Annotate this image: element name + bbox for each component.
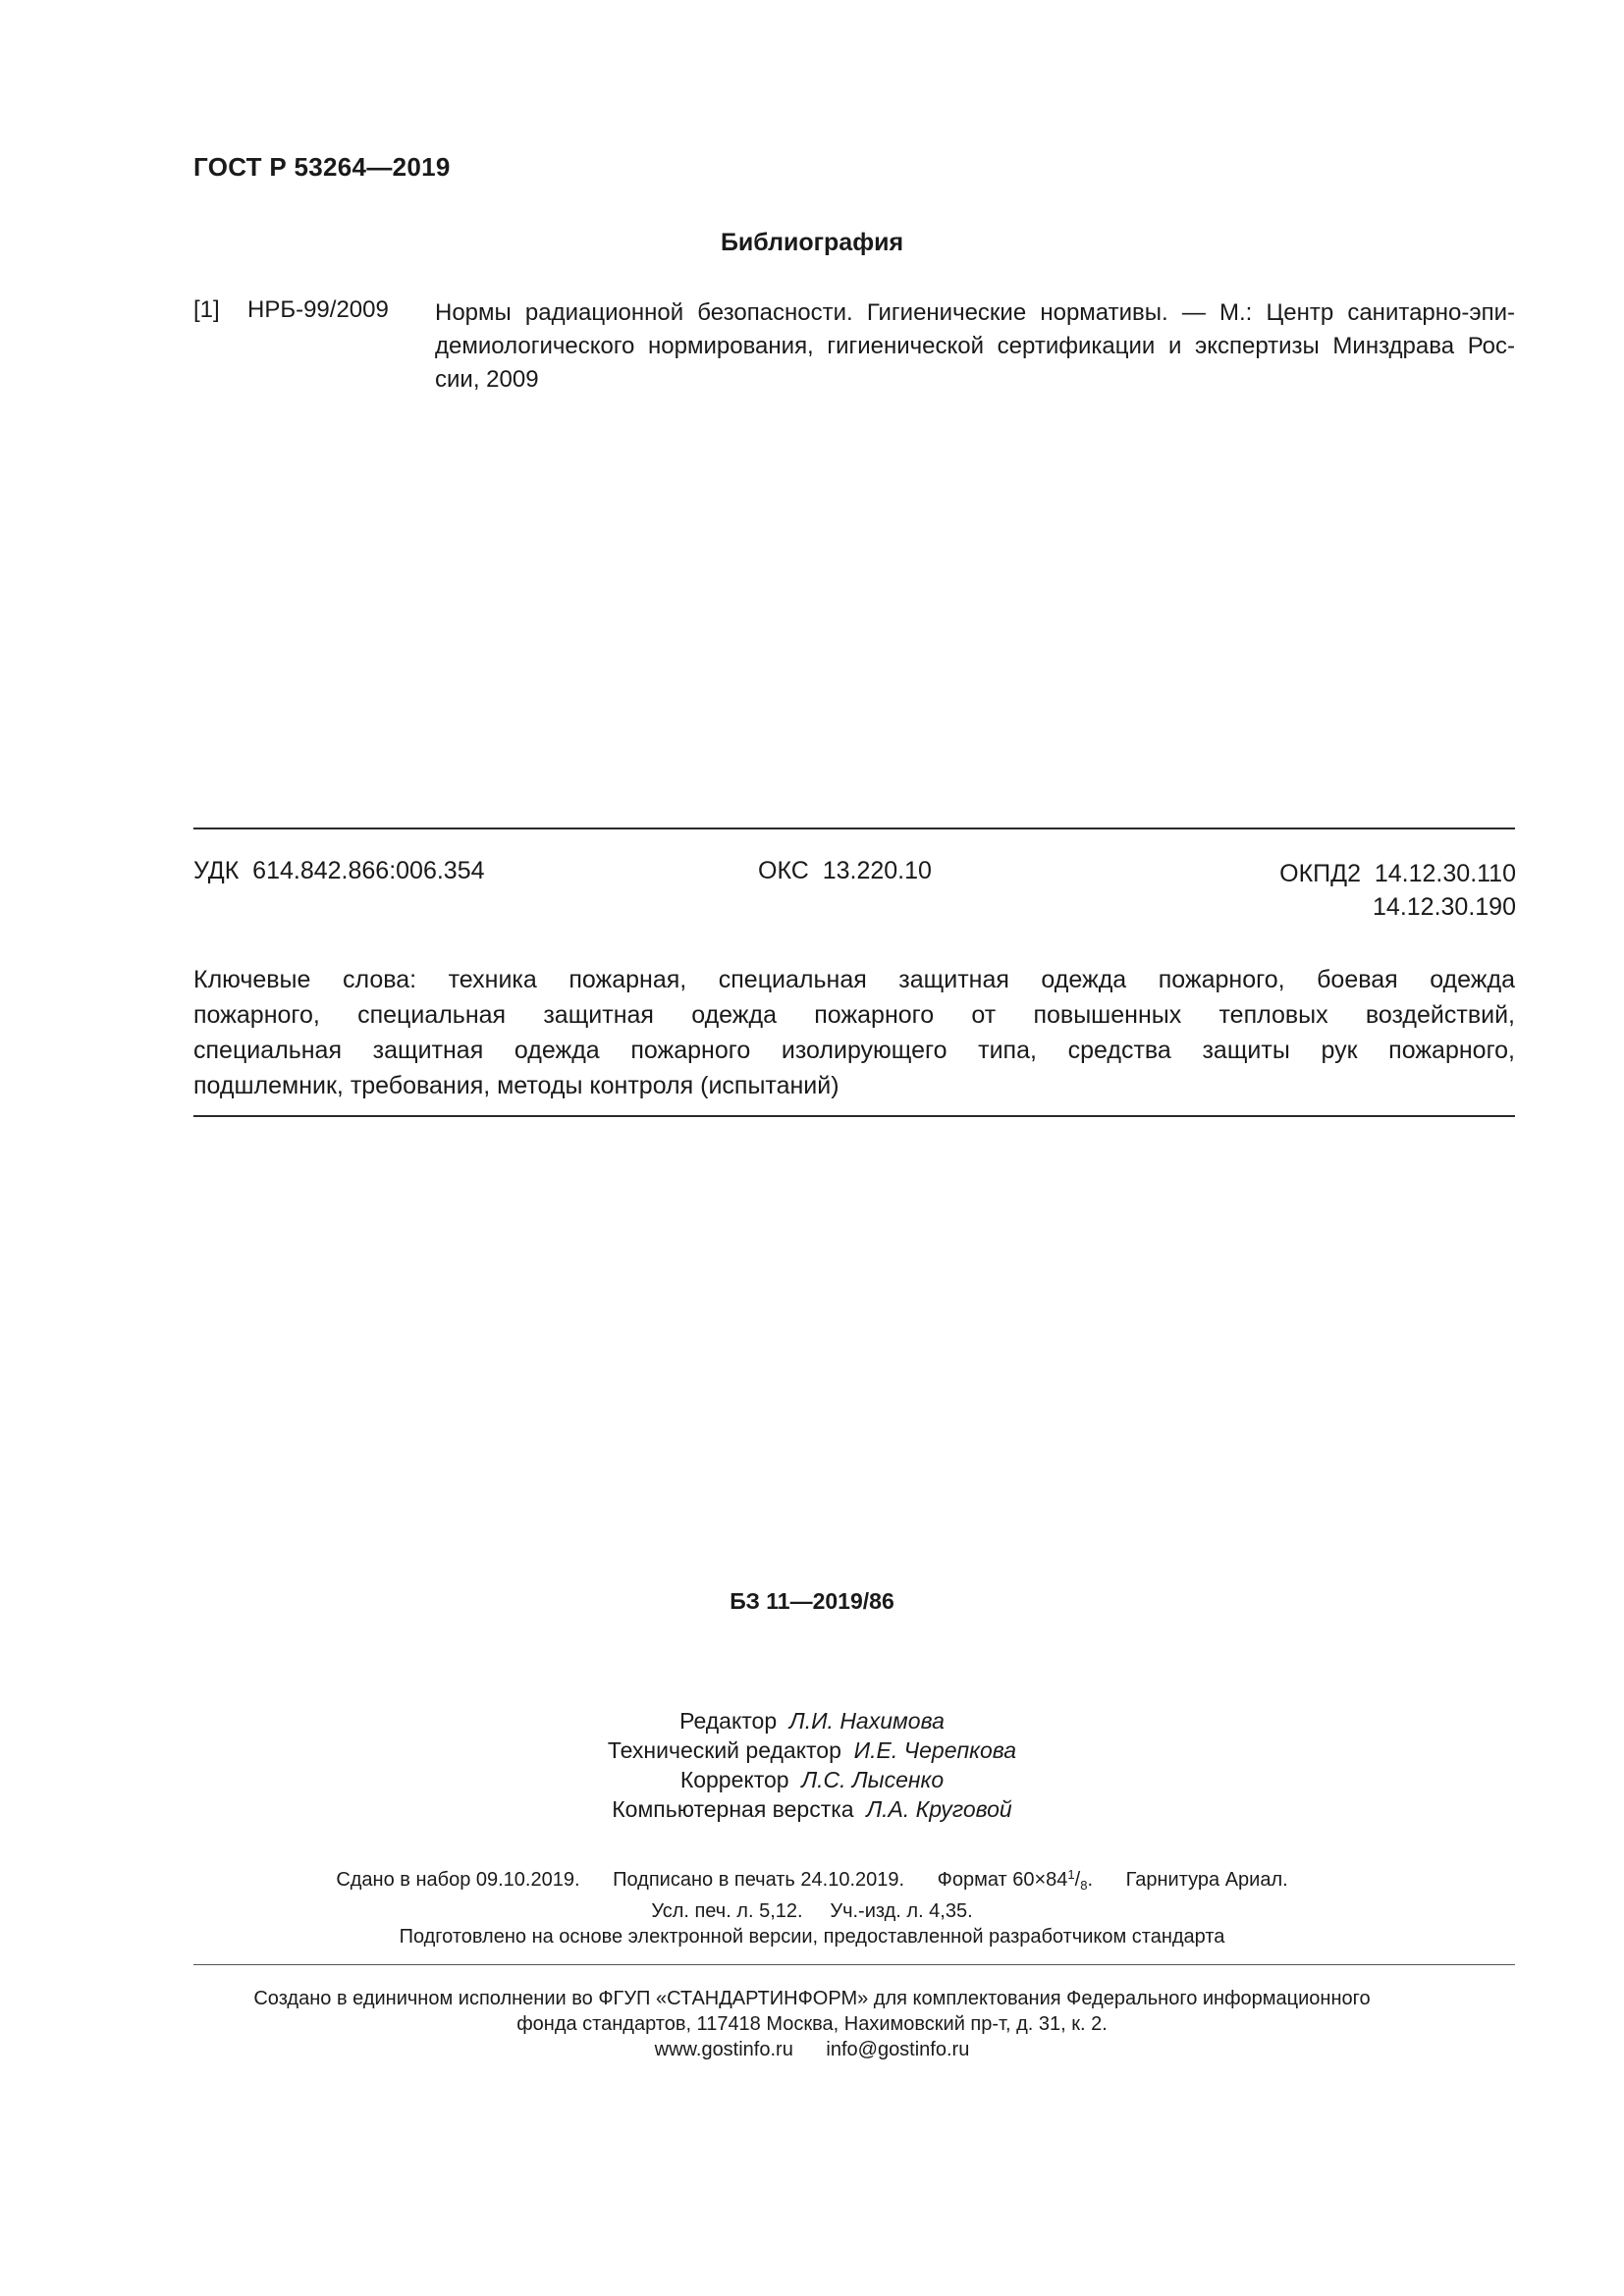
- udk-code: [193, 857, 485, 885]
- prepared-note: Подготовлено на основе электронной версии, предоставленной разработчиком стандарта: [399, 1926, 1225, 1948]
- staff-name: Л.И. Нахимова: [788, 1708, 945, 1734]
- bibliography-title: Библиография: [720, 229, 904, 256]
- staff-role: Редактор: [679, 1708, 778, 1734]
- okpd-code: [1279, 857, 1516, 924]
- bibliography-entry-line: Нормы радиационной безопасности. Гигиенические нормативы. — М.: Центр санитарно-эпи-: [435, 299, 1515, 326]
- format-denominator: 8: [1080, 1878, 1088, 1893]
- bibliography-entry-number: [1]: [193, 296, 220, 323]
- bibliography-entry-code: НРБ-99/2009: [247, 296, 389, 323]
- keywords-line: пожарного, специальная защитная одежда пожарного от повышенных тепловых воздействий,: [193, 1001, 1515, 1029]
- staff-list: [0, 1706, 1624, 1824]
- keywords-line: подшлемник, требования, методы контроля (испытаний): [193, 1072, 839, 1099]
- typeface: Гарнитура Ариал.: [1125, 1869, 1288, 1891]
- divider-top: [193, 828, 1515, 829]
- staff-role: Корректор: [679, 1767, 789, 1792]
- format-prefix: Формат 60×84: [937, 1869, 1068, 1891]
- divider-keywords: [193, 1115, 1515, 1117]
- footer-line: Создано в единичном исполнении во ФГУП «СТАНДАРТИНФОРМ» для комплектования Федерального информационного: [253, 1988, 1371, 2009]
- oks-code: [758, 857, 932, 885]
- print-info-line: [0, 1862, 1624, 1898]
- keywords-line: Ключевые слова: техника пожарная, специальная защитная одежда пожарного, боевая одежда: [193, 966, 1515, 993]
- bz-number: БЗ 11—2019/86: [730, 1588, 894, 1614]
- signed-date: Подписано в печать 24.10.2019.: [613, 1869, 905, 1891]
- website-link[interactable]: www.gostinfo.ru: [654, 2039, 793, 2060]
- staff-name: Л.С. Лысенко: [801, 1767, 945, 1792]
- print-info: [0, 1862, 1624, 1949]
- bibliography-entry-line: демиологического нормирования, гигиенической сертификации и экспертизы Минздрава Рос-: [435, 333, 1515, 359]
- footer-contacts: [0, 2037, 1624, 2062]
- okpd-value: 14.12.30.190: [1373, 893, 1516, 921]
- keywords-line: специальная защитная одежда пожарного изолирующего типа, средства защиты рук пожарного,: [193, 1037, 1515, 1064]
- udk-label: УДК: [193, 857, 240, 884]
- usl-pech: Усл. печ. л. 5,12.: [651, 1900, 803, 1922]
- keywords: [193, 962, 1515, 1103]
- footer-line: фонда стандартов, 117418 Москва, Нахимовский пр-т, д. 31, к. 2.: [516, 2013, 1108, 2035]
- format-suffix: .: [1087, 1869, 1093, 1891]
- bibliography-entry-text: [435, 296, 1515, 397]
- staff-row: [0, 1794, 1624, 1824]
- submitted-date: Сдано в набор 09.10.2019.: [336, 1869, 580, 1891]
- document-code: ГОСТ Р 53264—2019: [193, 152, 451, 182]
- uch-izd: Уч.-изд. л. 4,35.: [830, 1900, 973, 1922]
- okpd-label: ОКПД2: [1279, 860, 1361, 887]
- oks-label: ОКС: [758, 857, 809, 884]
- staff-role: Компьютерная верстка: [612, 1796, 854, 1822]
- paper-format: Формат $60\times 84^1/_8$.: [937, 1867, 1093, 1893]
- print-info-line: [0, 1898, 1624, 1924]
- staff-name: Л.А. Круговой: [866, 1796, 1012, 1822]
- staff-role: Технический редактор: [607, 1737, 841, 1763]
- format-numerator: 1: [1067, 1867, 1075, 1882]
- divider-footer: [193, 1964, 1515, 1965]
- email-link[interactable]: info@gostinfo.ru: [826, 2039, 970, 2060]
- staff-row: [0, 1765, 1624, 1794]
- udk-value: 614.842.866:006.354: [252, 857, 485, 884]
- bibliography-entry-line: сии, 2009: [435, 366, 539, 393]
- staff-name: И.Е. Черепкова: [853, 1737, 1017, 1763]
- oks-value: 13.220.10: [822, 857, 932, 884]
- okpd-value: 14.12.30.110: [1374, 860, 1516, 887]
- staff-row: [0, 1706, 1624, 1735]
- staff-row: [0, 1735, 1624, 1765]
- publisher-footer: [0, 1986, 1624, 2062]
